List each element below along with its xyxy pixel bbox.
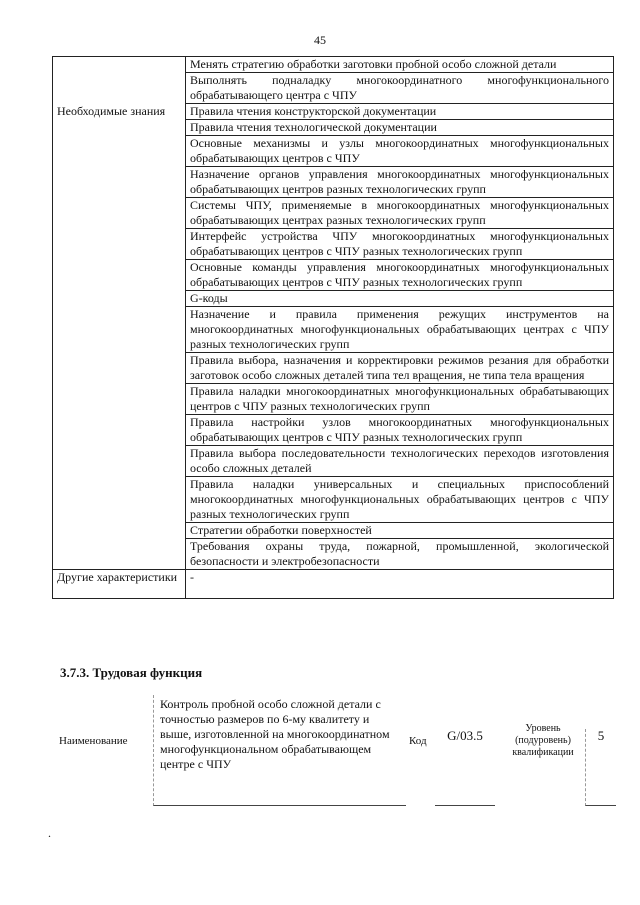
level-value: 5: [585, 729, 616, 806]
function-name-box: [153, 695, 406, 806]
function-header: [55, 695, 615, 807]
code-value: G/03.5: [435, 729, 495, 806]
table-cell: Правила наладки универсальных и специальных приспособлений многокоординатных многофункциональных обрабатывающих центров с ЧПУ разных технологических групп: [186, 477, 614, 523]
page-number: 45: [314, 33, 326, 47]
function-name-value: Контроль пробной особо сложной детали с точностью размеров по 6-му квалитету и выше, изготовленной на многокоординатном многофункциональном обрабатывающем центре с ЧПУ: [160, 697, 390, 771]
table-cell: Правила выбора, назначения и корректировки режимов резания для обработки заготовок особо сложных деталей типа тел вращения, не типа тела вращения: [186, 353, 614, 384]
table-cell: Правила настройки узлов многокоординатных многофункциональных обрабатывающих центров с ЧПУ разных технологических групп: [186, 415, 614, 446]
table-cell: Выполнять подналадку многокоординатного многофункционального обрабатывающего центра с ЧПУ: [186, 73, 614, 104]
table-cell: Системы ЧПУ, применяемые в многокоординатных многофункциональных обрабатывающих центрах разных технологических групп: [186, 198, 614, 229]
code-label: Код: [409, 735, 427, 747]
other-label: Другие характеристики: [53, 570, 186, 599]
table-cell: Правила выбора последовательности технологических переходов изготовления особо сложных деталей: [186, 446, 614, 477]
table-row: [53, 570, 614, 599]
table-cell: Правила чтения технологической документации: [186, 120, 614, 136]
table-cell: G-коды: [186, 291, 614, 307]
level-label: Уровень (подуровень) квалификации: [512, 723, 574, 758]
label-cell-empty: [53, 57, 186, 104]
table-cell: Менять стратегию обработки заготовки пробной особо сложной детали: [186, 57, 614, 73]
table-cell: Основные команды управления многокоординатных многофункциональных обрабатывающих центров с ЧПУ разных технологических групп: [186, 260, 614, 291]
section-heading: 3.7.3. Трудовая функция: [60, 665, 203, 680]
footer-mark: .: [48, 826, 51, 840]
table-cell: Требования охраны труда, пожарной, промышленной, экологической безопасности и электробезопасности: [186, 539, 614, 570]
table-row: [53, 104, 614, 120]
table-cell: Стратегии обработки поверхностей: [186, 523, 614, 539]
requirements-table-body: [53, 57, 614, 599]
table-cell: Назначение и правила применения режущих инструментов на многокоординатных многофункциональных обрабатывающих центрах с ЧПУ разных технологических групп: [186, 307, 614, 353]
knowledge-label: Необходимые знания: [53, 104, 186, 570]
table-cell: Правила наладки многокоординатных многофункциональных обрабатывающих центров с ЧПУ разных технологических групп: [186, 384, 614, 415]
table-cell: Назначение органов управления многокоординатных многофункциональных обрабатывающих центров разных технологических групп: [186, 167, 614, 198]
table-row: [53, 57, 614, 73]
other-value: -: [186, 570, 614, 599]
function-name-label: Наименование: [59, 735, 128, 747]
table-cell: Основные механизмы и узлы многокоординатных многофункциональных обрабатывающих центров с ЧПУ: [186, 136, 614, 167]
table-cell: Интерфейс устройства ЧПУ многокоординатных многофункциональных обрабатывающих центров с ЧПУ разных технологических групп: [186, 229, 614, 260]
table-cell: Правила чтения конструкторской документации: [186, 104, 614, 120]
requirements-table: [52, 56, 614, 599]
